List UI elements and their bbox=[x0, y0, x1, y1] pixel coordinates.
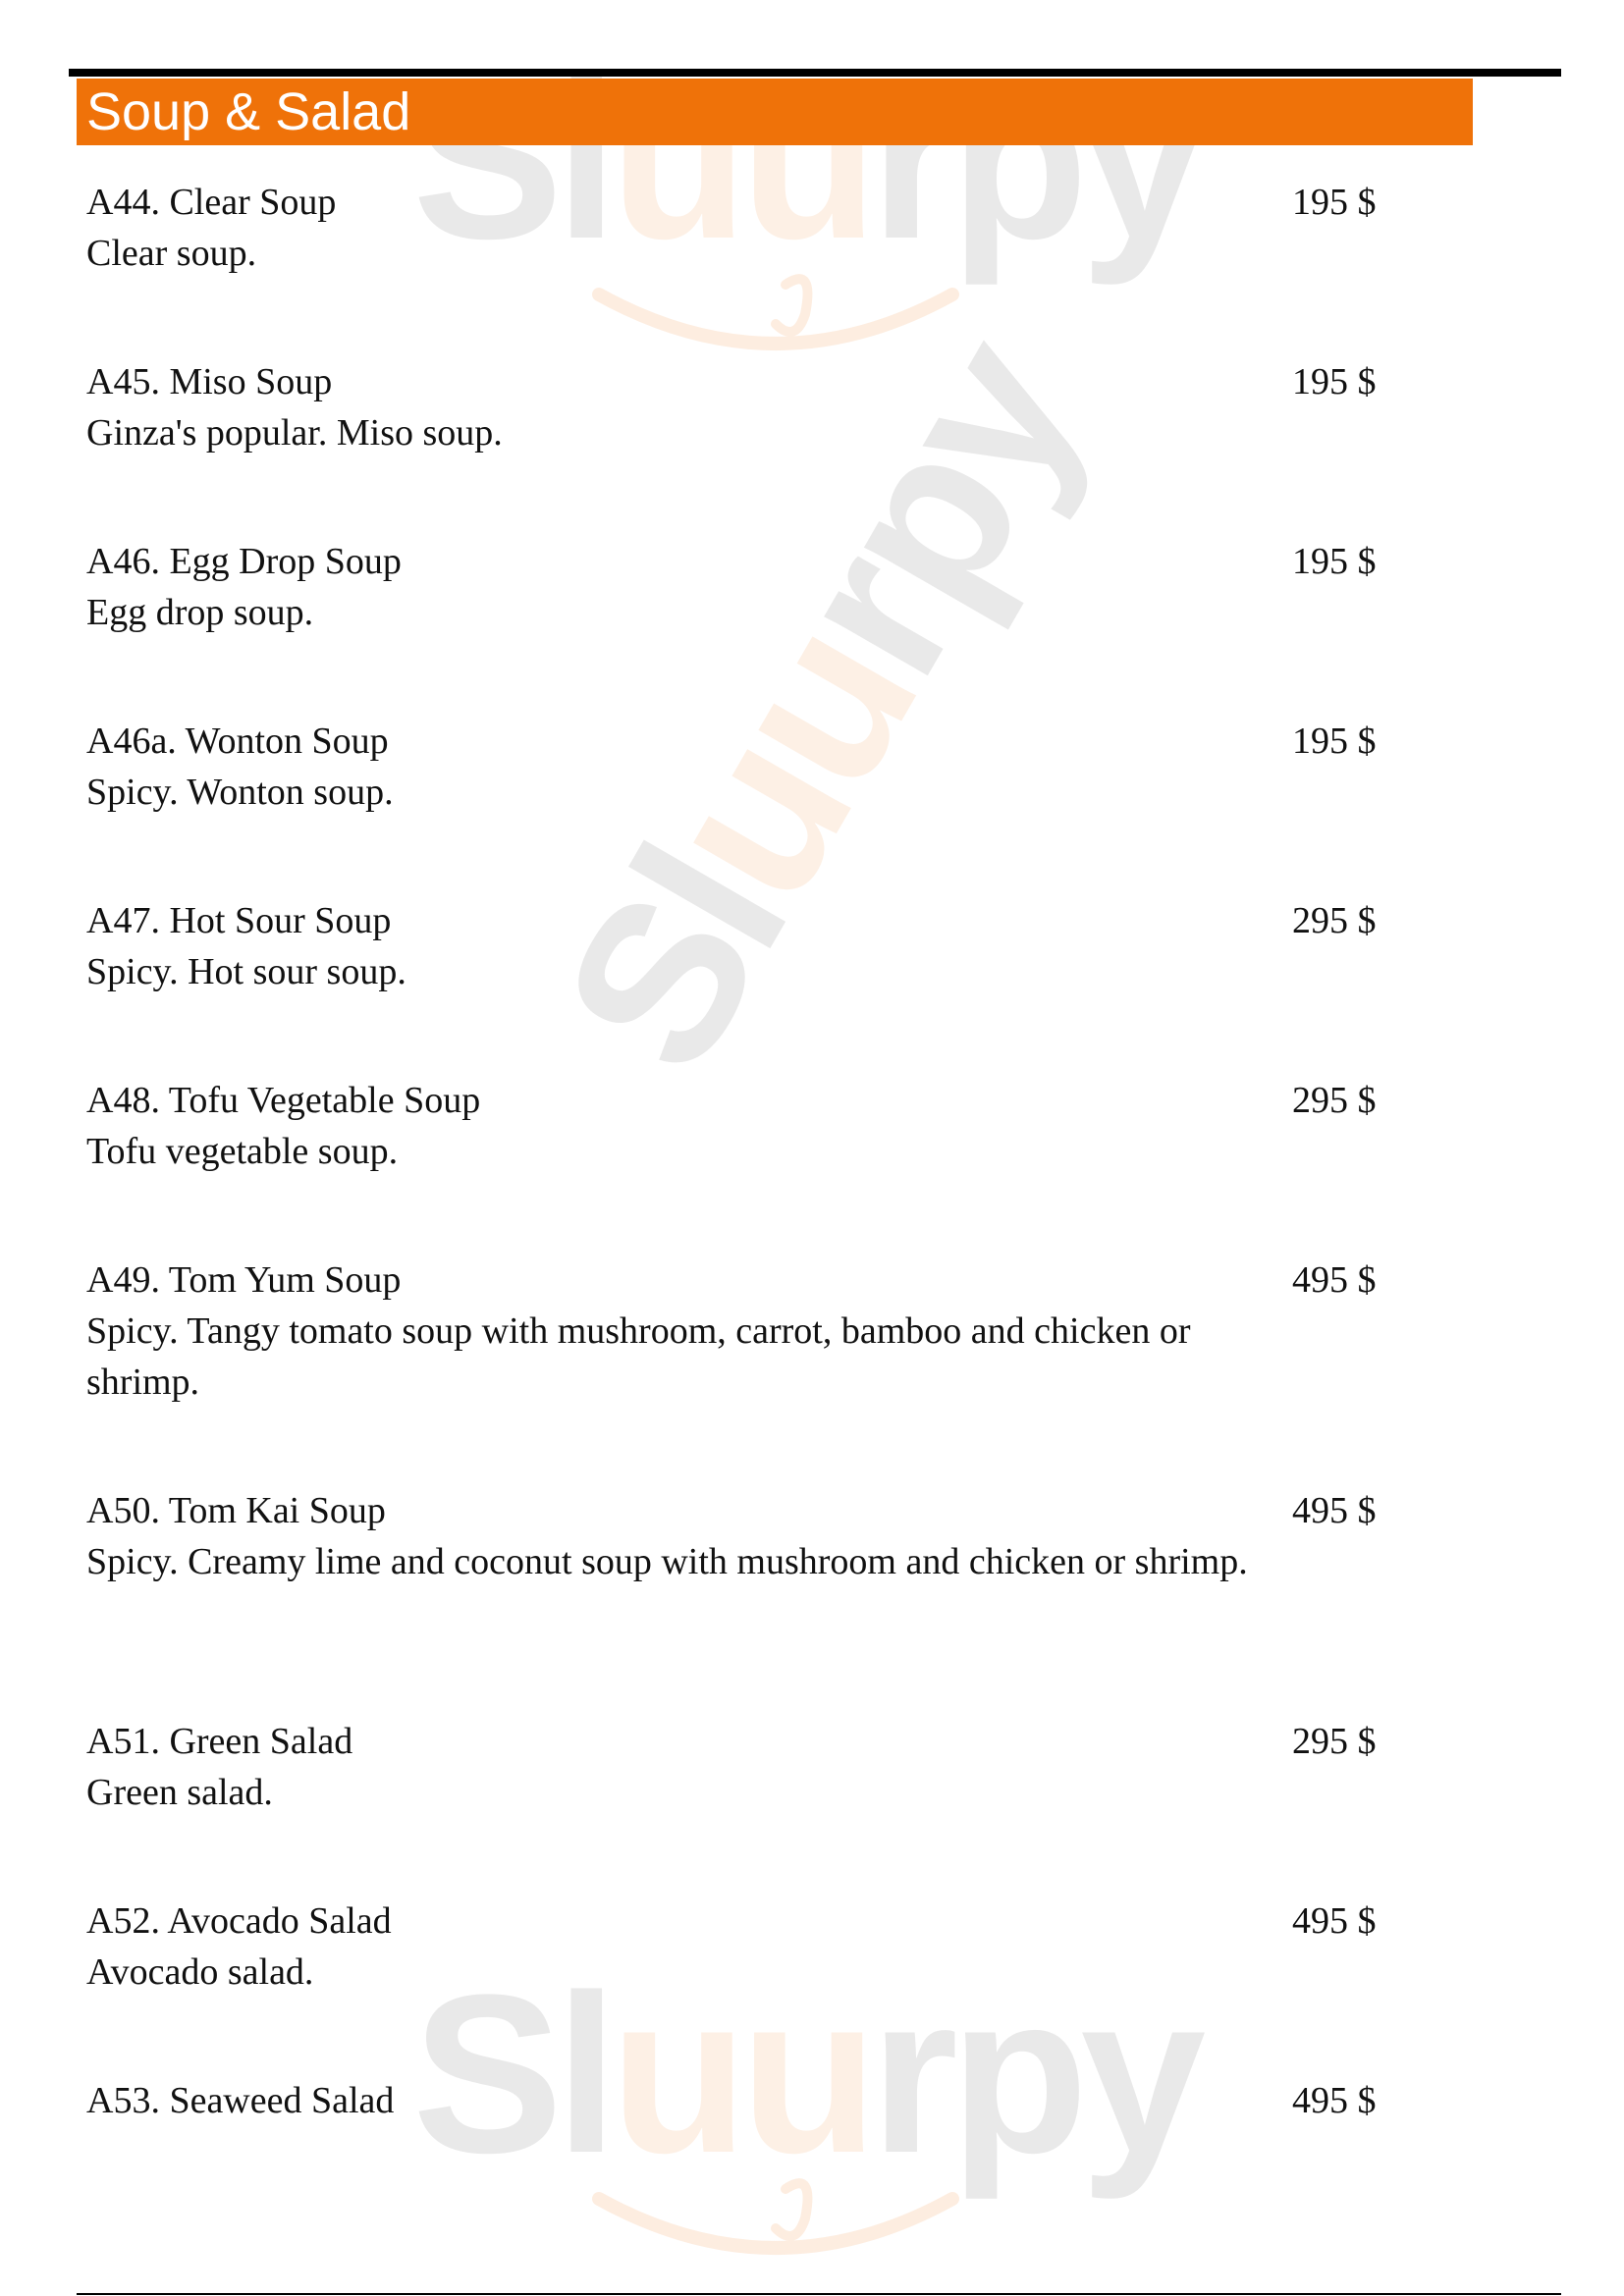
item-price: 495 $ bbox=[1292, 1259, 1377, 1301]
menu-item bbox=[86, 356, 1461, 536]
item-price: 295 $ bbox=[1292, 1080, 1377, 1121]
menu-item bbox=[86, 2075, 1461, 2193]
item-price: 195 $ bbox=[1292, 182, 1377, 223]
menu-item bbox=[86, 716, 1461, 895]
item-name: A48. Tofu Vegetable Soup bbox=[86, 1080, 481, 1121]
sluurpy-watermark-middle: Sluurpy bbox=[514, 302, 1126, 1110]
menu-item bbox=[86, 1896, 1461, 2075]
section-header bbox=[77, 79, 1473, 145]
item-name: A49. Tom Yum Soup bbox=[86, 1259, 402, 1301]
item-name: A45. Miso Soup bbox=[86, 361, 333, 402]
item-price: 195 $ bbox=[1292, 721, 1377, 762]
sluurpy-watermark-top: Sluurpy bbox=[412, 33, 1199, 286]
section-title: Soup & Salad bbox=[86, 82, 411, 141]
item-name: A47. Hot Sour Soup bbox=[86, 900, 392, 941]
item-price: 295 $ bbox=[1292, 1721, 1377, 1762]
menu-item bbox=[86, 536, 1461, 716]
item-description: Spicy. Hot sour soup. bbox=[86, 951, 406, 992]
item-description: Clear soup. bbox=[86, 233, 257, 274]
item-description: Spicy. Tangy tomato soup with mushroom, carrot, bamboo and chicken or shrimp. bbox=[86, 1310, 1191, 1403]
top-divider bbox=[69, 69, 1561, 77]
item-name: A46. Egg Drop Soup bbox=[86, 541, 402, 582]
menu-item bbox=[86, 1485, 1461, 1716]
item-description: Egg drop soup. bbox=[86, 592, 314, 633]
item-price: 195 $ bbox=[1292, 541, 1377, 582]
item-name: A50. Tom Kai Soup bbox=[86, 1490, 386, 1531]
item-price: 195 $ bbox=[1292, 361, 1377, 402]
item-price: 495 $ bbox=[1292, 1900, 1377, 1942]
sluurpy-watermark-bottom: Sluurpy bbox=[412, 1948, 1199, 2200]
menu-item bbox=[86, 1075, 1461, 1255]
menu-item bbox=[86, 1716, 1461, 1896]
item-name: A51. Green Salad bbox=[86, 1721, 353, 1762]
item-description: Avocado salad. bbox=[86, 1951, 314, 1993]
item-price: 495 $ bbox=[1292, 1490, 1377, 1531]
item-description: Tofu vegetable soup. bbox=[86, 1131, 399, 1172]
item-price: 295 $ bbox=[1292, 900, 1377, 941]
menu-item bbox=[86, 1255, 1461, 1485]
item-name: A44. Clear Soup bbox=[86, 182, 337, 223]
item-description: Green salad. bbox=[86, 1772, 273, 1813]
item-description: Spicy. Creamy lime and coconut soup with mushroom and chicken or shrimp. bbox=[86, 1541, 1248, 1582]
item-name: A53. Seaweed Salad bbox=[86, 2080, 395, 2121]
item-name: A46a. Wonton Soup bbox=[86, 721, 389, 762]
menu-list bbox=[86, 177, 1461, 2193]
item-name: A52. Avocado Salad bbox=[86, 1900, 392, 1942]
menu-item bbox=[86, 895, 1461, 1075]
menu-item bbox=[86, 177, 1461, 356]
item-description: Ginza's popular. Miso soup. bbox=[86, 412, 503, 454]
bottom-divider bbox=[77, 2293, 1561, 2295]
item-price: 495 $ bbox=[1292, 2080, 1377, 2121]
item-description: Spicy. Wonton soup. bbox=[86, 772, 394, 813]
